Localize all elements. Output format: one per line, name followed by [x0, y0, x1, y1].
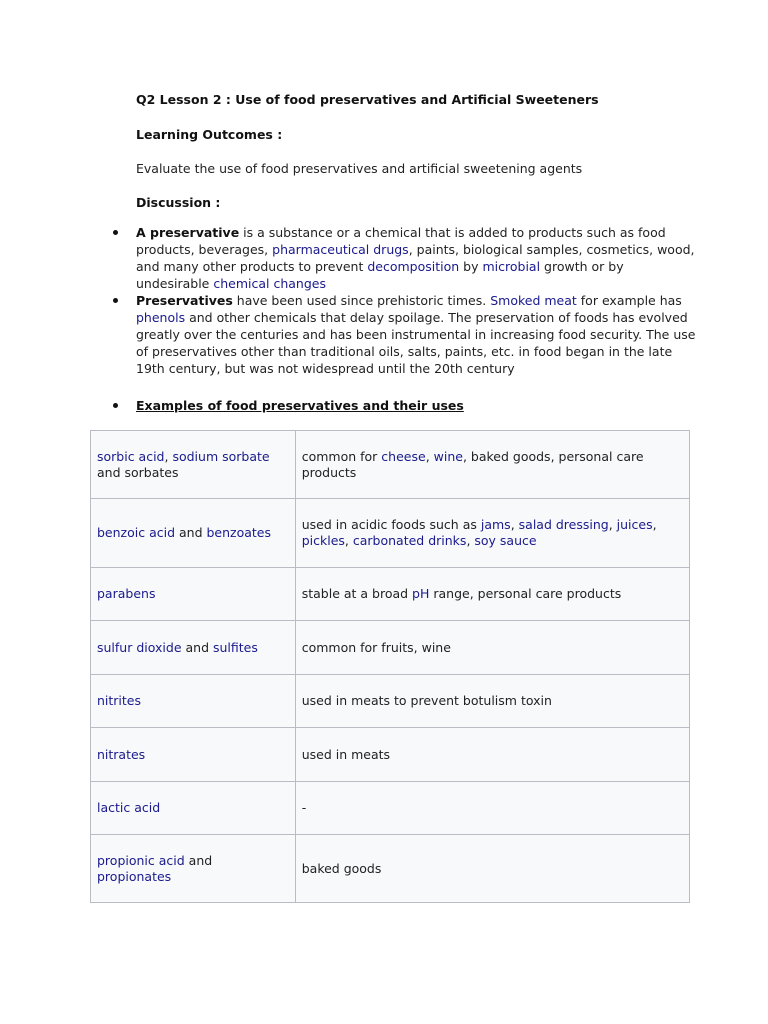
table-row: [91, 621, 690, 675]
link[interactable]: pH: [412, 586, 430, 601]
table-cell: propionic acid and propionates: [91, 835, 296, 903]
link[interactable]: cheese: [381, 448, 426, 464]
learning-outcomes-heading: Learning Outcomes :: [136, 127, 283, 142]
link[interactable]: benzoates: [206, 525, 272, 540]
bold-term: Preservatives: [136, 293, 233, 308]
table-cell: common for cheese, wine, baked goods, personal care products: [295, 431, 689, 499]
link[interactable]: pharmaceutical drugs: [272, 242, 409, 257]
link[interactable]: benzoic acid: [97, 525, 176, 540]
link[interactable]: phenols: [136, 310, 186, 325]
table-row: [91, 675, 690, 728]
link[interactable]: juices: [616, 517, 653, 532]
link[interactable]: salad dressing: [518, 517, 609, 532]
preservatives-table: [90, 430, 690, 903]
link[interactable]: propionates: [97, 868, 172, 884]
link[interactable]: jams: [480, 517, 511, 532]
table-row: [91, 728, 690, 782]
table-cell: [91, 568, 296, 621]
table-cell: baked goods: [295, 835, 689, 903]
learning-outcomes-text: Evaluate the use of food preservatives and artificial sweetening agents: [136, 161, 583, 176]
link[interactable]: carbonated drinks: [352, 533, 467, 548]
link[interactable]: soy sauce: [474, 533, 537, 548]
link[interactable]: nitrates: [97, 746, 146, 762]
table-cell: sorbic acid, sodium sorbate and sorbates: [91, 431, 296, 499]
link[interactable]: decomposition: [367, 259, 460, 274]
link[interactable]: lactic acid: [97, 800, 161, 815]
table-cell: [91, 782, 296, 835]
table-cell: used in meats to prevent botulism toxin: [295, 675, 689, 728]
table-cell: benzoic acid and benzoates: [91, 499, 296, 568]
link[interactable]: Smoked meat: [490, 293, 577, 308]
link[interactable]: pickles: [301, 533, 345, 548]
link[interactable]: sulfites: [212, 639, 258, 655]
table-row: [91, 782, 690, 835]
link[interactable]: parabens: [97, 586, 156, 601]
table-cell: [91, 728, 296, 782]
table-cell: sulfur dioxide and sulfites: [91, 621, 296, 675]
examples-heading: Examples of food preservatives and their uses: [136, 398, 464, 413]
link[interactable]: sorbic acid: [97, 448, 165, 464]
table-cell: used in acidic foods such as jams, salad dressing, juices, pickles, carbonated drinks, soy sauce: [295, 499, 689, 568]
list-item: A preservative is a substance or a chemical that is added to products such as food products, beverages, pharmaceutical drugs, paints, biological samples, cosmetics, wood, and many other products to prevent decomposition by microbial growth or by undesirable chemical changes: [136, 225, 695, 291]
discussion-list: [136, 224, 696, 377]
link[interactable]: nitrites: [97, 693, 142, 708]
table-row: [91, 431, 690, 499]
table-cell: -: [295, 782, 689, 835]
list-item: Preservatives have been used since prehistoric times. Smoked meat for example has phenols and other chemicals that delay spoilage. The preservation of foods has evolved greatly over the centuries and has been instrumental in increasing food security. The use of preservatives other than traditional oils, salts, paints, etc. in food began in the late 19th century, but was not widespread until the 20th century: [136, 293, 696, 376]
table-cell: [91, 675, 296, 728]
discussion-heading: Discussion :: [136, 195, 221, 210]
table-row: [91, 499, 690, 568]
link[interactable]: wine: [433, 448, 463, 464]
page-title: Q2 Lesson 2 : Use of food preservatives and Artificial Sweeteners: [136, 92, 599, 107]
table-cell: stable at a broad pH range, personal care products: [295, 568, 689, 621]
table-row: [91, 568, 690, 621]
table-cell: common for fruits, wine: [295, 621, 689, 675]
link[interactable]: chemical changes: [213, 276, 326, 291]
table-row: [91, 835, 690, 903]
bold-term: A preservative: [136, 225, 240, 240]
link[interactable]: propionic acid: [97, 852, 185, 868]
link[interactable]: microbial: [482, 259, 541, 274]
link[interactable]: sulfur dioxide: [97, 639, 182, 655]
link[interactable]: sodium sorbate: [172, 448, 270, 464]
table-cell: used in meats: [295, 728, 689, 782]
